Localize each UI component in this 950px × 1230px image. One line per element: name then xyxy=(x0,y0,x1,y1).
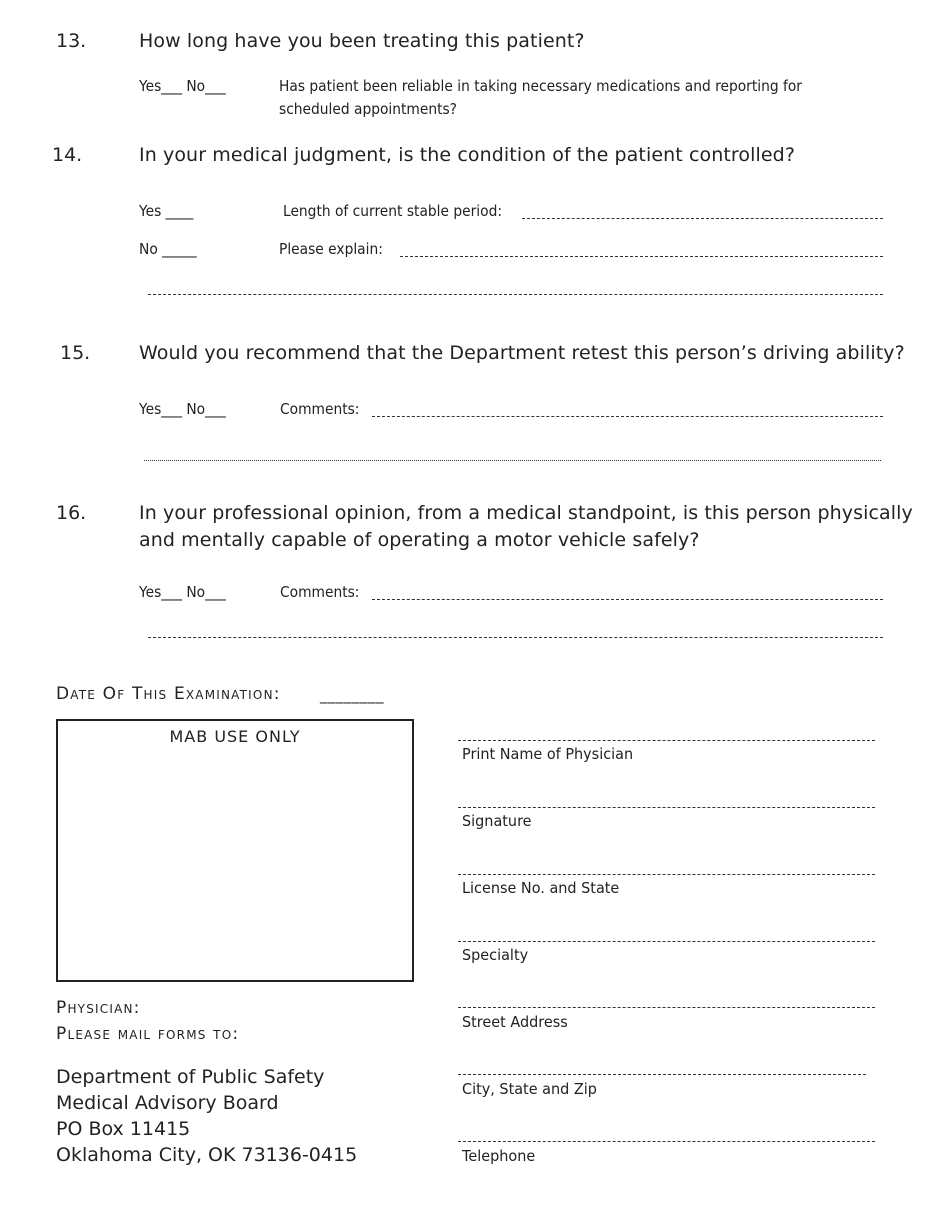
telephone-label: Telephone xyxy=(462,1147,536,1165)
address-line-1: Department of Public Safety xyxy=(56,1066,325,1088)
physician-name-line[interactable] xyxy=(458,740,875,741)
exam-date-label xyxy=(56,684,281,704)
q13-sub-question-line1: Has patient been reliable in taking necessary medications and reporting for xyxy=(279,77,802,95)
q15-comments-field[interactable] xyxy=(372,416,883,417)
specialty-line[interactable] xyxy=(458,941,875,942)
q13-number: 13. xyxy=(56,30,87,52)
q16-yes-no[interactable]: Yes___ No___ xyxy=(139,583,226,601)
q15-question: Would you recommend that the Department retest this person’s driving ability? xyxy=(139,342,905,364)
mab-use-only-box xyxy=(56,719,414,982)
telephone-line[interactable] xyxy=(458,1141,875,1142)
q14-number: 14. xyxy=(52,144,83,166)
license-line[interactable] xyxy=(458,874,875,875)
q14-explain-field[interactable] xyxy=(400,256,883,257)
q13-sub-question-line2: scheduled appointments? xyxy=(279,100,458,118)
signature-label: Signature xyxy=(462,812,532,830)
address-line-4: Oklahoma City, OK 73136-0415 xyxy=(56,1144,358,1166)
license-label: License No. and State xyxy=(462,879,620,897)
q16-question-line1: In your professional opinion, from a medical standpoint, is this person physically xyxy=(139,502,913,524)
q14-no[interactable]: No _____ xyxy=(139,240,197,258)
exam-date-field[interactable]: ________ xyxy=(320,686,384,704)
mail-heading-instruction: Please mail forms to: xyxy=(56,1024,240,1044)
street-address-line[interactable] xyxy=(458,1007,875,1008)
q14-explain-label: Please explain: xyxy=(279,240,383,258)
physician-name-label: Print Name of Physician xyxy=(462,745,634,763)
q14-explain-field-continued[interactable] xyxy=(148,294,883,295)
q14-yes[interactable]: Yes ____ xyxy=(139,202,194,220)
q16-comments-field[interactable] xyxy=(372,599,883,600)
address-line-3: PO Box 11415 xyxy=(56,1118,191,1140)
address-line-2: Medical Advisory Board xyxy=(56,1092,279,1114)
q16-number: 16. xyxy=(56,502,87,524)
street-address-label: Street Address xyxy=(462,1013,568,1031)
q13-yes-no[interactable]: Yes___ No___ xyxy=(139,77,226,95)
exam-date-label-text: Date Of This Examination: xyxy=(56,684,281,704)
q13-question: How long have you been treating this patient? xyxy=(139,30,585,52)
q14-length-field[interactable] xyxy=(522,218,883,219)
mail-address xyxy=(56,1064,357,1168)
q15-yes-no[interactable]: Yes___ No___ xyxy=(139,400,226,418)
city-state-zip-line[interactable] xyxy=(458,1074,866,1075)
q14-question: In your medical judgment, is the condition of the patient controlled? xyxy=(139,144,796,166)
specialty-label: Specialty xyxy=(462,946,529,964)
signature-line[interactable] xyxy=(458,807,875,808)
q16-comments-label: Comments: xyxy=(280,583,360,601)
q16-question-line2: and mentally capable of operating a motor vehicle safely? xyxy=(139,529,700,551)
q15-comments-field-continued[interactable] xyxy=(144,460,881,461)
q15-number: 15. xyxy=(60,342,91,364)
q14-length-label: Length of current stable period: xyxy=(283,202,502,220)
q16-comments-field-continued[interactable] xyxy=(148,637,883,638)
q15-comments-label: Comments: xyxy=(280,400,360,418)
mail-heading-physician: Physician: xyxy=(56,998,141,1018)
mab-box-title: MAB USE ONLY xyxy=(169,727,301,746)
city-state-zip-label: City, State and Zip xyxy=(462,1080,597,1098)
